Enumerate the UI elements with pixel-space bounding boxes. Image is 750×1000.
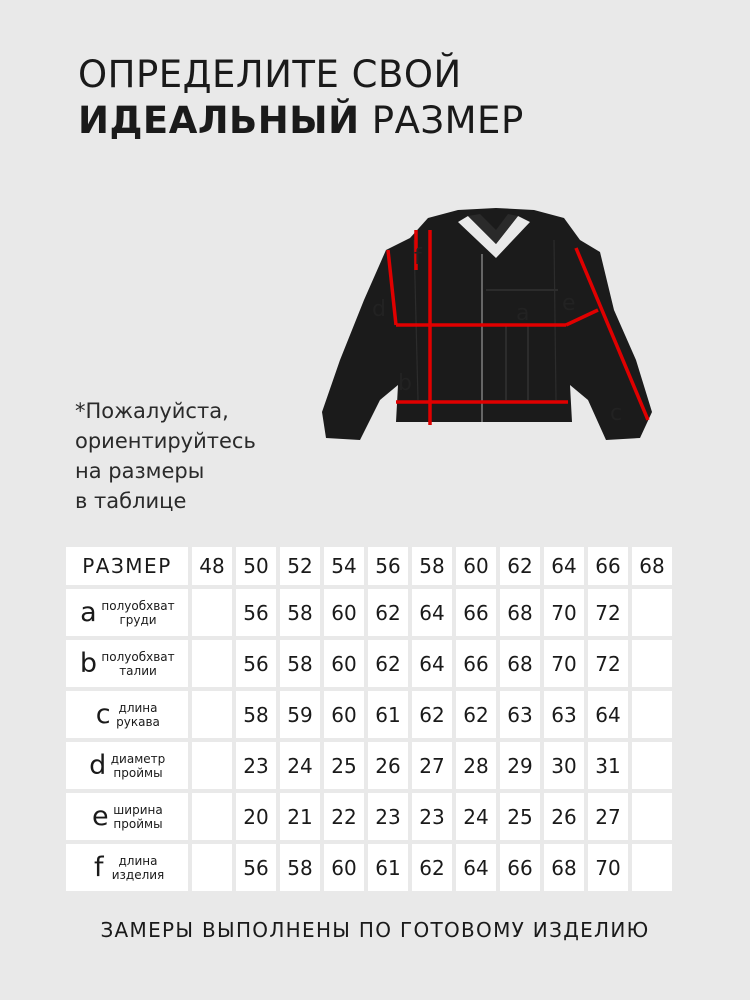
row-label	[66, 640, 188, 687]
table-cell	[192, 640, 232, 687]
table-cell: 26	[544, 793, 584, 840]
table-cell: 24	[456, 793, 496, 840]
row-label	[66, 793, 188, 840]
table-cell: 62	[368, 589, 408, 636]
label-a: a	[516, 301, 530, 326]
row-label	[66, 742, 188, 789]
table-cell	[632, 691, 672, 738]
label-b: b	[398, 371, 412, 396]
size-header-cell: 60	[456, 547, 496, 585]
table-cell: 30	[544, 742, 584, 789]
row-description: ширина проймы	[113, 802, 163, 831]
table-cell: 61	[368, 844, 408, 891]
table-cell	[192, 589, 232, 636]
page-title	[78, 52, 524, 144]
row-description: полуобхват груди	[101, 598, 175, 627]
size-header-cell: 62	[500, 547, 540, 585]
row-description: диаметр проймы	[110, 751, 166, 780]
size-header-cell: 66	[588, 547, 628, 585]
table-cell: 68	[544, 844, 584, 891]
label-c: c	[610, 401, 623, 426]
size-header-cell: 50	[236, 547, 276, 585]
row-letter: d	[89, 749, 107, 781]
row-label	[66, 691, 188, 738]
table-cell: 72	[588, 640, 628, 687]
row-description: длина рукава	[116, 700, 160, 729]
table-cell: 64	[456, 844, 496, 891]
table-cell	[192, 742, 232, 789]
table-cell: 56	[236, 589, 276, 636]
size-table	[62, 543, 676, 895]
title-rest: РАЗМЕР	[359, 99, 524, 142]
table-cell: 29	[500, 742, 540, 789]
title-bold-word: ИДЕАЛЬНЫЙ	[78, 99, 360, 142]
size-header-cell: 54	[324, 547, 364, 585]
table-cell: 58	[280, 640, 320, 687]
row-letter: b	[79, 647, 97, 679]
size-note: *Пожалуйста, ориентируйтесь на размеры в таблице	[75, 399, 256, 513]
footer-note: ЗАМЕРЫ ВЫПОЛНЕНЫ ПО ГОТОВОМУ ИЗДЕЛИЮ	[100, 918, 650, 942]
table-cell: 58	[236, 691, 276, 738]
row-label	[66, 844, 188, 891]
jacket-measurement-diagram	[318, 200, 663, 450]
label-e: e	[562, 291, 576, 316]
table-cell: 64	[588, 691, 628, 738]
table-cell: 59	[280, 691, 320, 738]
table-cell: 60	[324, 844, 364, 891]
table-cell: 64	[412, 640, 452, 687]
table-cell	[192, 793, 232, 840]
table-cell: 56	[236, 640, 276, 687]
table-cell: 62	[368, 640, 408, 687]
table-cell: 60	[324, 691, 364, 738]
table-cell: 62	[412, 844, 452, 891]
table-cell: 63	[544, 691, 584, 738]
table-cell: 72	[588, 589, 628, 636]
row-label	[66, 589, 188, 636]
label-f: f	[414, 245, 422, 270]
table-cell: 68	[500, 589, 540, 636]
table-cell: 23	[368, 793, 408, 840]
table-cell: 64	[412, 589, 452, 636]
table-cell	[632, 589, 672, 636]
table-cell: 61	[368, 691, 408, 738]
table-cell: 70	[544, 640, 584, 687]
size-header-cell: 48	[192, 547, 232, 585]
table-cell: 66	[500, 844, 540, 891]
title-line-2	[78, 98, 524, 144]
table-cell	[192, 844, 232, 891]
size-header-cell: 52	[280, 547, 320, 585]
table-cell: 20	[236, 793, 276, 840]
size-header-label: РАЗМЕР	[66, 547, 188, 585]
table-cell: 26	[368, 742, 408, 789]
table-cell: 22	[324, 793, 364, 840]
table-cell: 62	[456, 691, 496, 738]
table-cell: 62	[412, 691, 452, 738]
label-d: d	[372, 297, 386, 322]
table-cell	[632, 793, 672, 840]
table-cell: 21	[280, 793, 320, 840]
table-cell	[192, 691, 232, 738]
row-description: полуобхват талии	[101, 649, 175, 678]
table-cell	[632, 640, 672, 687]
table-cell: 27	[588, 793, 628, 840]
row-letter: c	[95, 698, 111, 730]
table-row	[66, 589, 672, 636]
table-cell	[632, 844, 672, 891]
size-header-cell: 58	[412, 547, 452, 585]
size-header-row	[66, 547, 672, 585]
table-row	[66, 742, 672, 789]
size-header-cell: 68	[632, 547, 672, 585]
table-cell: 23	[412, 793, 452, 840]
size-header-cell: 56	[368, 547, 408, 585]
table-cell: 25	[324, 742, 364, 789]
table-row	[66, 793, 672, 840]
table-cell	[632, 742, 672, 789]
table-cell: 68	[500, 640, 540, 687]
table-cell: 28	[456, 742, 496, 789]
row-letter: e	[91, 800, 109, 832]
table-cell: 63	[500, 691, 540, 738]
row-letter: f	[93, 851, 104, 883]
table-cell: 25	[500, 793, 540, 840]
table-cell: 27	[412, 742, 452, 789]
table-cell: 58	[280, 589, 320, 636]
table-cell: 60	[324, 589, 364, 636]
size-table-body	[66, 589, 672, 891]
table-row	[66, 844, 672, 891]
table-cell: 66	[456, 640, 496, 687]
table-cell: 31	[588, 742, 628, 789]
row-letter: a	[80, 596, 97, 628]
table-cell: 58	[280, 844, 320, 891]
table-cell: 70	[588, 844, 628, 891]
table-cell: 60	[324, 640, 364, 687]
table-cell: 70	[544, 589, 584, 636]
title-line-1: ОПРЕДЕЛИТЕ СВОЙ	[78, 53, 462, 96]
table-row	[66, 640, 672, 687]
table-cell: 66	[456, 589, 496, 636]
table-cell: 23	[236, 742, 276, 789]
size-header-cell: 64	[544, 547, 584, 585]
table-cell: 56	[236, 844, 276, 891]
row-description: длина изделия	[111, 853, 165, 882]
table-row	[66, 691, 672, 738]
table-cell: 24	[280, 742, 320, 789]
